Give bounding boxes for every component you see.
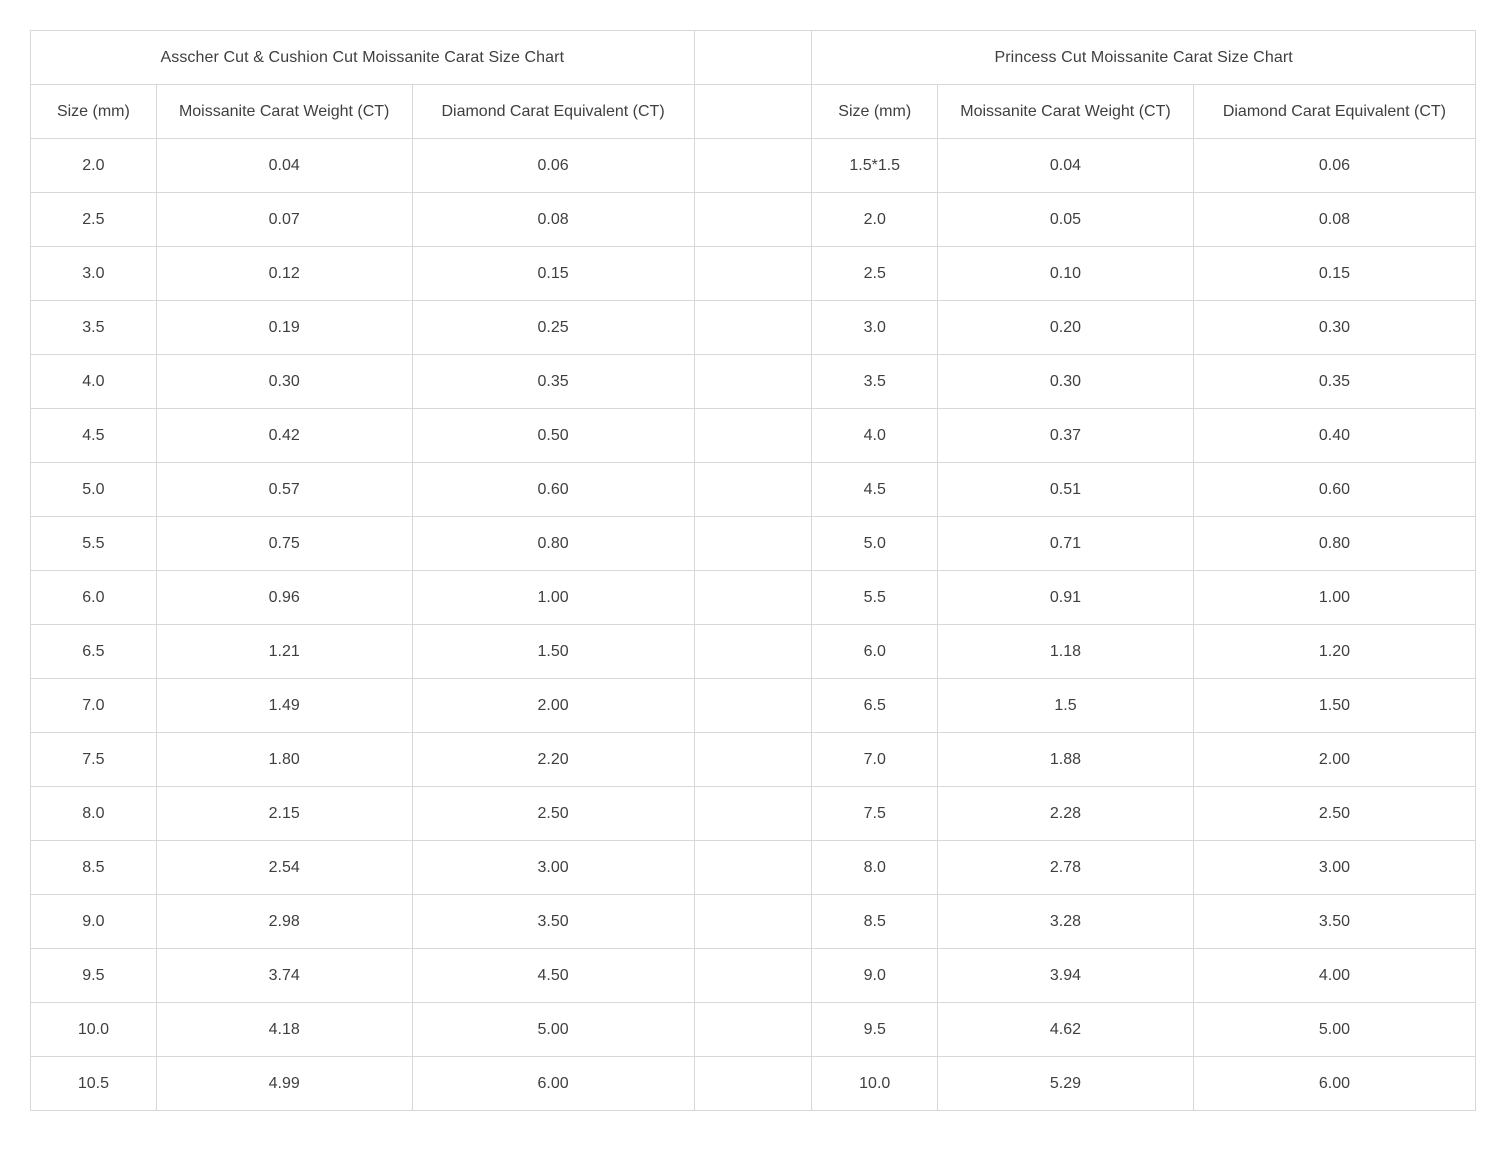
- right-cell-r5-c2: 0.40: [1193, 409, 1475, 463]
- right-cell-r17-c0: 10.0: [812, 1057, 938, 1111]
- left-cell-r1-c2: 0.08: [412, 193, 694, 247]
- left-cell-r17-c1: 4.99: [156, 1057, 412, 1111]
- left-cell-r11-c0: 7.5: [31, 733, 157, 787]
- right-cell-r4-c1: 0.30: [938, 355, 1194, 409]
- left-cell-r16-c0: 10.0: [31, 1003, 157, 1057]
- left-cell-r3-c1: 0.19: [156, 301, 412, 355]
- table-title-row: [31, 31, 1476, 85]
- column-gap-spacer: [694, 193, 812, 247]
- right-cell-r9-c0: 6.0: [812, 625, 938, 679]
- left-cell-r8-c0: 6.0: [31, 571, 157, 625]
- column-gap-spacer: [694, 409, 812, 463]
- left-cell-r13-c0: 8.5: [31, 841, 157, 895]
- right-cell-r2-c0: 2.5: [812, 247, 938, 301]
- left-cell-r1-c1: 0.07: [156, 193, 412, 247]
- right-cell-r12-c1: 2.28: [938, 787, 1194, 841]
- right-cell-r1-c0: 2.0: [812, 193, 938, 247]
- column-gap-spacer: [694, 139, 812, 193]
- right-cell-r13-c1: 2.78: [938, 841, 1194, 895]
- left-cell-r9-c0: 6.5: [31, 625, 157, 679]
- right-cell-r3-c2: 0.30: [1193, 301, 1475, 355]
- column-gap-spacer: [694, 625, 812, 679]
- left-cell-r14-c0: 9.0: [31, 895, 157, 949]
- right-cell-r0-c1: 0.04: [938, 139, 1194, 193]
- right-cell-r10-c0: 6.5: [812, 679, 938, 733]
- left-cell-r7-c1: 0.75: [156, 517, 412, 571]
- table-row: [31, 625, 1476, 679]
- right-cell-r7-c1: 0.71: [938, 517, 1194, 571]
- left-cell-r8-c1: 0.96: [156, 571, 412, 625]
- table-row: [31, 355, 1476, 409]
- column-gap-spacer: [694, 679, 812, 733]
- right-cell-r8-c0: 5.5: [812, 571, 938, 625]
- right-cell-r16-c1: 4.62: [938, 1003, 1194, 1057]
- column-gap-spacer: [694, 1003, 812, 1057]
- left-cell-r0-c0: 2.0: [31, 139, 157, 193]
- carat-size-chart-table: [30, 30, 1476, 1111]
- left-cell-r10-c0: 7.0: [31, 679, 157, 733]
- table-row: [31, 1003, 1476, 1057]
- column-gap-spacer: [694, 355, 812, 409]
- left-cell-r15-c1: 3.74: [156, 949, 412, 1003]
- left-cell-r14-c1: 2.98: [156, 895, 412, 949]
- column-gap-spacer: [694, 247, 812, 301]
- column-gap-spacer: [694, 571, 812, 625]
- right-column-header-0: Size (mm): [812, 85, 938, 139]
- left-cell-r10-c1: 1.49: [156, 679, 412, 733]
- right-cell-r0-c0: 1.5*1.5: [812, 139, 938, 193]
- right-cell-r2-c2: 0.15: [1193, 247, 1475, 301]
- right-column-header-2: Diamond Carat Equivalent (CT): [1193, 85, 1475, 139]
- left-cell-r12-c1: 2.15: [156, 787, 412, 841]
- right-cell-r7-c2: 0.80: [1193, 517, 1475, 571]
- left-cell-r12-c0: 8.0: [31, 787, 157, 841]
- column-gap-spacer: [694, 841, 812, 895]
- left-cell-r13-c1: 2.54: [156, 841, 412, 895]
- column-gap-spacer: [694, 895, 812, 949]
- right-cell-r8-c1: 0.91: [938, 571, 1194, 625]
- left-cell-r11-c2: 2.20: [412, 733, 694, 787]
- table-row: [31, 301, 1476, 355]
- left-cell-r6-c2: 0.60: [412, 463, 694, 517]
- left-cell-r4-c2: 0.35: [412, 355, 694, 409]
- table-row: [31, 949, 1476, 1003]
- left-cell-r1-c0: 2.5: [31, 193, 157, 247]
- right-cell-r11-c1: 1.88: [938, 733, 1194, 787]
- right-cell-r4-c0: 3.5: [812, 355, 938, 409]
- right-cell-r12-c2: 2.50: [1193, 787, 1475, 841]
- left-column-header-1: Moissanite Carat Weight (CT): [156, 85, 412, 139]
- left-cell-r11-c1: 1.80: [156, 733, 412, 787]
- table-body: [31, 31, 1476, 1111]
- right-cell-r7-c0: 5.0: [812, 517, 938, 571]
- right-cell-r10-c1: 1.5: [938, 679, 1194, 733]
- left-cell-r15-c2: 4.50: [412, 949, 694, 1003]
- right-cell-r3-c0: 3.0: [812, 301, 938, 355]
- table-row: [31, 679, 1476, 733]
- table-header-row: [31, 85, 1476, 139]
- left-cell-r16-c1: 4.18: [156, 1003, 412, 1057]
- table-row: [31, 409, 1476, 463]
- left-cell-r12-c2: 2.50: [412, 787, 694, 841]
- left-cell-r9-c2: 1.50: [412, 625, 694, 679]
- table-row: [31, 193, 1476, 247]
- left-cell-r9-c1: 1.21: [156, 625, 412, 679]
- left-cell-r0-c2: 0.06: [412, 139, 694, 193]
- left-cell-r7-c0: 5.5: [31, 517, 157, 571]
- right-cell-r5-c0: 4.0: [812, 409, 938, 463]
- table-row: [31, 463, 1476, 517]
- left-cell-r13-c2: 3.00: [412, 841, 694, 895]
- table-row: [31, 1057, 1476, 1111]
- table-row: [31, 517, 1476, 571]
- left-cell-r0-c1: 0.04: [156, 139, 412, 193]
- right-cell-r15-c1: 3.94: [938, 949, 1194, 1003]
- left-cell-r6-c0: 5.0: [31, 463, 157, 517]
- right-cell-r9-c1: 1.18: [938, 625, 1194, 679]
- right-cell-r1-c1: 0.05: [938, 193, 1194, 247]
- left-column-header-0: Size (mm): [31, 85, 157, 139]
- right-column-header-1: Moissanite Carat Weight (CT): [938, 85, 1194, 139]
- right-cell-r17-c1: 5.29: [938, 1057, 1194, 1111]
- column-gap-spacer: [694, 85, 812, 139]
- left-cell-r8-c2: 1.00: [412, 571, 694, 625]
- left-cell-r3-c0: 3.5: [31, 301, 157, 355]
- left-cell-r16-c2: 5.00: [412, 1003, 694, 1057]
- left-cell-r5-c0: 4.5: [31, 409, 157, 463]
- left-cell-r5-c2: 0.50: [412, 409, 694, 463]
- right-cell-r13-c2: 3.00: [1193, 841, 1475, 895]
- right-cell-r17-c2: 6.00: [1193, 1057, 1475, 1111]
- right-cell-r10-c2: 1.50: [1193, 679, 1475, 733]
- column-gap-spacer: [694, 31, 812, 85]
- left-cell-r2-c2: 0.15: [412, 247, 694, 301]
- left-cell-r5-c1: 0.42: [156, 409, 412, 463]
- left-cell-r4-c1: 0.30: [156, 355, 412, 409]
- right-cell-r16-c2: 5.00: [1193, 1003, 1475, 1057]
- column-gap-spacer: [694, 301, 812, 355]
- left-cell-r7-c2: 0.80: [412, 517, 694, 571]
- left-cell-r4-c0: 4.0: [31, 355, 157, 409]
- left-cell-r2-c1: 0.12: [156, 247, 412, 301]
- right-cell-r8-c2: 1.00: [1193, 571, 1475, 625]
- table-row: [31, 895, 1476, 949]
- left-cell-r15-c0: 9.5: [31, 949, 157, 1003]
- right-cell-r14-c2: 3.50: [1193, 895, 1475, 949]
- left-cell-r17-c0: 10.5: [31, 1057, 157, 1111]
- right-cell-r0-c2: 0.06: [1193, 139, 1475, 193]
- left-cell-r10-c2: 2.00: [412, 679, 694, 733]
- column-gap-spacer: [694, 463, 812, 517]
- right-cell-r13-c0: 8.0: [812, 841, 938, 895]
- right-cell-r6-c2: 0.60: [1193, 463, 1475, 517]
- table-row: [31, 733, 1476, 787]
- table-row: [31, 787, 1476, 841]
- right-cell-r4-c2: 0.35: [1193, 355, 1475, 409]
- left-cell-r14-c2: 3.50: [412, 895, 694, 949]
- right-cell-r14-c0: 8.5: [812, 895, 938, 949]
- table-row: [31, 841, 1476, 895]
- right-cell-r1-c2: 0.08: [1193, 193, 1475, 247]
- column-gap-spacer: [694, 733, 812, 787]
- right-cell-r12-c0: 7.5: [812, 787, 938, 841]
- right-cell-r11-c2: 2.00: [1193, 733, 1475, 787]
- left-table-title: Asscher Cut & Cushion Cut Moissanite Carat Size Chart: [31, 31, 695, 85]
- right-cell-r15-c2: 4.00: [1193, 949, 1475, 1003]
- right-cell-r15-c0: 9.0: [812, 949, 938, 1003]
- table-row: [31, 247, 1476, 301]
- table-row: [31, 139, 1476, 193]
- column-gap-spacer: [694, 1057, 812, 1111]
- right-cell-r6-c0: 4.5: [812, 463, 938, 517]
- left-cell-r3-c2: 0.25: [412, 301, 694, 355]
- right-table-title: Princess Cut Moissanite Carat Size Chart: [812, 31, 1476, 85]
- column-gap-spacer: [694, 949, 812, 1003]
- right-cell-r16-c0: 9.5: [812, 1003, 938, 1057]
- right-cell-r5-c1: 0.37: [938, 409, 1194, 463]
- table-row: [31, 571, 1476, 625]
- right-cell-r9-c2: 1.20: [1193, 625, 1475, 679]
- left-column-header-2: Diamond Carat Equivalent (CT): [412, 85, 694, 139]
- left-cell-r2-c0: 3.0: [31, 247, 157, 301]
- right-cell-r3-c1: 0.20: [938, 301, 1194, 355]
- right-cell-r6-c1: 0.51: [938, 463, 1194, 517]
- right-cell-r2-c1: 0.10: [938, 247, 1194, 301]
- right-cell-r14-c1: 3.28: [938, 895, 1194, 949]
- left-cell-r6-c1: 0.57: [156, 463, 412, 517]
- column-gap-spacer: [694, 787, 812, 841]
- left-cell-r17-c2: 6.00: [412, 1057, 694, 1111]
- right-cell-r11-c0: 7.0: [812, 733, 938, 787]
- column-gap-spacer: [694, 517, 812, 571]
